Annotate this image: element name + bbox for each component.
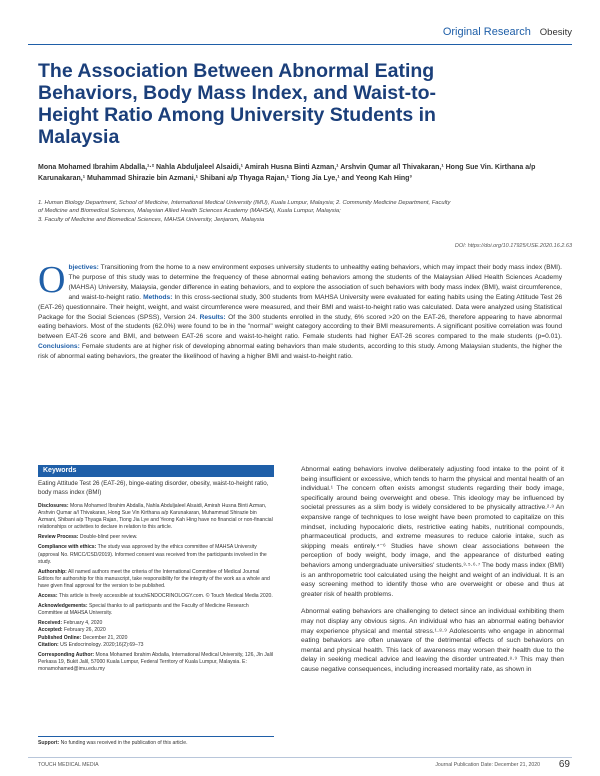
note-access: Access: This article is freely accessible at touchENDOCRINOLOGY.com. © Touch Medical Media 2020. bbox=[38, 593, 273, 600]
affiliation-line: 3. Faculty of Medicine and Biomedical Sciences, MAHSA University, Jenjarom, Malaysia bbox=[38, 216, 265, 223]
body-text bbox=[301, 465, 564, 682]
results-label: Results: bbox=[197, 313, 226, 321]
support-rule bbox=[38, 736, 274, 737]
article-notes bbox=[38, 503, 274, 676]
affiliation-line: 1. Human Biology Department, School of Medicine, International Medical University (IMU), Kuala Lumpur, Malaysia; 2. Community Medicine Department, Faculty bbox=[38, 200, 451, 206]
journal-date: Journal Publication Date: December 21, 2020 bbox=[435, 762, 540, 768]
footer-rule bbox=[28, 757, 572, 758]
doi-link[interactable]: DOI: https://doi.org/10.17925/USE.2020.16.2.63 bbox=[454, 243, 572, 249]
author-list: Mona Mohamed Ibrahim Abdalla,¹·² Nahla Abduljaleel Alsaidi,¹ Amirah Husna Binti Azman,¹ Arshvin Qumar a/l Thivakaran,¹ Hong Sue Vin. Kirthana a/p Karunakaran,¹ Muhammad Shirazie bin Azmani,¹ Shibani a/p Thyaga Rajan,¹ Tiong Jia Lye,¹ and Yeong Kah Hing³ bbox=[38, 164, 536, 182]
note-corresponding-author: Corresponding Author: Mona Mohamed Ibrahim Abdalla, International Medical University, 126, Jln Jalil Perkasa 19, Bukit Jalil, 57000 Kuala Lumpur, Federal Territory of Kuala Lumpur, Malaysia. E: monamohamed@imu.edu.my bbox=[38, 651, 273, 672]
article-topic: Obesity bbox=[539, 27, 572, 38]
article-type: Original Research bbox=[442, 26, 531, 38]
results-text: Of the 300 students enrolled in the study, 6% scored >20 on the EAT-26, therefore appearing to have abnormal eating behaviors. Most of the students (62.0%) were found to be in the "normal" weight category according to their BMI measurements. A significant positive correlation was found between EAT-26 score and BMI, and between EAT-26 score and waist-to-height ratio. Female students had higher EAT-26 scores compared to the male students (p=0.01). bbox=[38, 313, 562, 341]
note-authorship: Authorship: All named authors meet the criteria of the International Committee of Medical Journal Editors for authorship for this manuscript, take responsibility for the integrity of the work as a whole and have given final approval for the version to be published. bbox=[38, 568, 270, 589]
note-review: Review Process: Double-blind peer review. bbox=[38, 534, 138, 541]
conclusions-label: Conclusions: bbox=[38, 343, 80, 351]
keywords-heading: Keywords bbox=[43, 467, 77, 474]
body-paragraph: Abnormal eating behaviors are challenging to detect since an individual exhibiting them may not display any obvious signs. An individual who has an abnormal eating behavior may experience physical and mental stress.¹·⁸·⁹ Adolescents who engage in abnormal eating behaviors are often unaware of the detrimental effects of such behaviors on mental and physical health. This lack of awareness may worsen their health due to the delay in seeking medical advice and leaving the disorder untreated.⁸·⁹ This may then cause negative consequences, including increased mortality rate, as shown in bbox=[301, 608, 564, 673]
methods-text: In this cross-sectional study, 300 students from MAHSA University were evaluated for eating habits using the Eating Attitude Test 26 (EAT-26) questionnaire. Their height, weight, and waist circumference were measured, and their BMI and waist-to-height ratio was calculated. Data were analyzed using Statistical Package for the Social Sciences (SPSS), Version 24. bbox=[38, 293, 563, 321]
affiliations bbox=[38, 199, 558, 224]
body-paragraph: Abnormal eating behaviors involve deliberately adjusting food intake to the point of it being insufficient or excessive, which tends to harm the physical and mental health of an individual.¹ The concern often exists amongst students regarding their body image, specifically around being overweight and obese. This ideology may be influenced by societal pressures as a slim body is widely considered to be physically attractive.²·³ An expansive range of techniques to lose weight have been promoted to capitalize on this mindset, including hypocaloric diets, restrictive eating habits, nutritional compounds, pharmaceutical products, and extreme measures to reduce calorie intake, such as skipping meals entirely.⁴⁻⁶ Studies have shown clear associations between the perception of body weight, body image, and the appearance of disturbed eating behaviors among undergraduate universities' students.³·⁵·⁶·⁷ The body mass index (BMI) is an anthropometric tool calculated using the height and weight of an individual. It is an easy screening method to identify those who are overweight or obese and thus at greater risk of health problems. bbox=[301, 466, 564, 598]
note-disclosures: Disclosures: Mona Mohamed Ibrahim Abdalla, Nahla Abduljaleel Alsaidi, Amirah Husna Binti Azman, Arshvin Qumar a/l Thivakaran, Hong Sue Vin Kirthana a/p Karunakaran, Muhammad Shirazie bin Azmani, Shibani a/p Thyaga Rajan, Tiong Jia Lye and Yeong Kah Hing have no financial or non-financial relationships or activities to declare in relation to this article. bbox=[38, 503, 273, 531]
note-received: Received: February 4, 2020 bbox=[38, 620, 103, 627]
drop-cap: O bbox=[38, 259, 66, 301]
objectives-label: bjectives: bbox=[68, 264, 99, 271]
note-citation: Citation: US Endocrinology. 2020;16(2):69–73 bbox=[38, 641, 144, 648]
conclusions-text: Female students are at higher risk of developing abnormal eating behaviors than male students, according to this study. Among Malaysian students, the higher the risk of abnormal eating behaviors, the greater the likelihood of having a higher BMI and waist-to-height ratio. bbox=[38, 343, 562, 361]
objectives-text: Transitioning from the home to a new environment exposes university students to unhealthy eating behaviors, which may impact their body mass index (BMI). The purpose of this study was to determine the frequency of these abnormal eating behaviors among the students of the Malaysian Allied Health Sciences Academy (MAHSA) University, Malaysia, gender difference in eating behaviors, and to explore the association of such behaviors with body mass index (BMI), waist circumference, and waist-to-height ratio. bbox=[68, 264, 562, 301]
running-header bbox=[443, 26, 572, 38]
abstract bbox=[38, 259, 563, 362]
note-ethics: Compliance with ethics: The study was approved by the ethics committee of MAHSA University (approval No. RMCC/CSD/2019). Informed consent was received from the participants involved in the study. bbox=[38, 544, 267, 565]
page-number: 69 bbox=[558, 759, 570, 770]
header-rule bbox=[28, 44, 572, 45]
publisher-name: TOUCH MEDICAL MEDIA bbox=[38, 762, 99, 768]
keywords-text: Eating Attitude Test 26 (EAT-26), binge-eating disorder, obesity, waist-to-height ratio, body mass index (BMI) bbox=[38, 480, 269, 496]
methods-label: Methods: bbox=[141, 293, 173, 301]
note-published: Published Online: December 21, 2020 bbox=[38, 634, 128, 641]
article-title: The Association Between Abnormal Eating Behaviors, Body Mass Index, and Waist-to-Height Ratio Among University Students in Malaysia bbox=[38, 60, 437, 148]
note-acknowledgements: Acknowledgements: Special thanks to all participants and the Faculty of Medicine Research Committee at MAHSA University. bbox=[38, 603, 249, 617]
keywords-heading-bar bbox=[38, 465, 274, 477]
note-accepted: Accepted: February 26, 2020 bbox=[38, 627, 106, 634]
note-support: Support: No funding was received in the publication of this article. bbox=[38, 740, 188, 746]
affiliation-line: of Medicine and Biomedical Sciences, Malaysian Allied Health Sciences Academy (MAHSA), Kuala Lumpur, Malaysia; bbox=[38, 208, 341, 215]
